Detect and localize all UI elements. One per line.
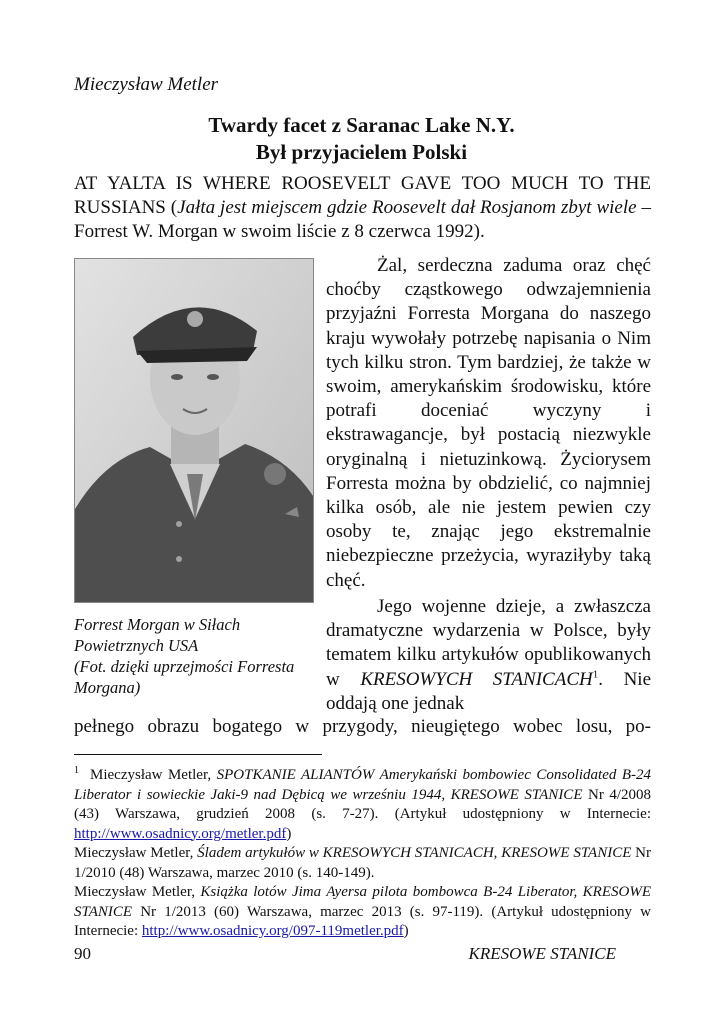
photo-caption — [74, 614, 314, 698]
fn3-author: Mieczysław Metler, — [74, 884, 201, 900]
fn1-close: ) — [286, 825, 292, 842]
body-paragraph-1: Żal, serdeczna zaduma oraz chęć choćby cząstkowego odwzajemnienia przyjaźni Forresta Morgana do naszego kraju wywołały potrzebę napisania o Nim tych kilku stron. Tym bardziej, że także w swoim, amerykańskim środowisku, które potrafi doceniać wyczyny i ekstrawagancje, był postacią niezwykle oryginalną i nietuzinkową. Życiorysem Forresta można by obdzielić, co najmniej kilka osób, ale nie jestem pewien czy osoby te, znając jego ekstremalnie niebezpieczne przeżycia, wyraziłyby taką chęć. — [326, 255, 651, 591]
footnote-ref[interactable]: 1 — [592, 668, 599, 681]
footnotes — [74, 766, 651, 942]
footnote-3 — [74, 883, 651, 942]
fn3-title: Książka lotów Jima Ayersa pilota bombowca B-24 Liberator, KRESOWE STANICE — [74, 884, 651, 920]
footnote-1 — [74, 766, 651, 844]
fn3-link[interactable]: http://www.osadnicy.org/097-119metler.pdf — [141, 923, 404, 939]
page-number: 90 — [74, 944, 91, 963]
fn2-author: Mieczysław Metler, — [74, 845, 198, 861]
body-paragraph-3: pełnego obrazu bogatego w przygody, nieugiętego wobec losu, po- — [74, 716, 651, 737]
fn2-details: Nr 1/2010 (48) Warszawa, marzec 2010 (s. 140-149). — [74, 845, 651, 881]
intro-open: ( — [165, 197, 178, 218]
p2-end: . Nie oddają one jednak — [326, 668, 651, 714]
article-subtitle: Był przyjacielem Polski — [255, 140, 468, 164]
intro-paragraph — [74, 172, 651, 244]
fn3-details: Nr 1/2013 (60) Warszawa, marzec 2013 (s. 97-119). (Artykuł udostępniony w Internecie: — [74, 903, 651, 939]
footnote-divider — [74, 754, 322, 755]
portrait-illustration — [75, 259, 314, 603]
fn1-title: SPOTKANIE ALIANTÓW Amerykański bombowiec Consolidated B-24 Liberator i sowieckie Jaki-9 nad Dębicą we wrześniu 1944, KRESOWE STANICE — [74, 767, 652, 803]
fn2-title: Śladem artykułów w KRESOWYCH STANICACH, KRESOWE STANICE — [197, 845, 632, 861]
fn1-details: Nr 4/2008 (43) Warszawa, grudzień 2008 (s. 7-27). (Artykuł udostępniony w Internecie: — [74, 786, 651, 822]
fn1-author: Mieczysław Metler, — [90, 767, 217, 783]
intro-italic: Jałta jest miejscem gdzie Roosevelt dał Rosjanom zbyt wiele — [177, 197, 637, 218]
p2-journal: KRESOWYCH STANICACH — [360, 668, 593, 690]
journal-name: KRESOWE STANICE — [468, 944, 616, 963]
intro-rest: – Forrest W. Morgan w swoim liście z 8 czerwca 1992). — [74, 197, 652, 242]
article-title: Twardy facet z Saranac Lake N.Y. — [208, 113, 515, 137]
author-name: Mieczysław Metler — [74, 74, 219, 95]
footnote-2 — [74, 844, 651, 883]
intro-caps: AT YALTA IS WHERE ROOSEVELT GAVE TOO MUCH TO THE RUSSIANS — [74, 173, 651, 218]
fn3-close: ) — [403, 923, 409, 939]
p2-start: Jego wojenne dzieje, a zwłaszcza dramatyczne wydarzenia w Polsce, były tematem kilku artykułów opublikowanych w — [326, 596, 651, 690]
fn1-link[interactable]: http://www.osadnicy.org/metler.pdf — [74, 825, 287, 842]
body-paragraph-2 — [326, 595, 651, 716]
footnote-marker: 1 — [74, 765, 79, 776]
caption-line-1: Forrest Morgan w Siłach Powietrznych USA — [74, 615, 241, 655]
soldier-photo — [74, 258, 314, 603]
caption-line-2: (Fot. dzięki uprzejmości Forresta Morgana) — [74, 657, 295, 697]
